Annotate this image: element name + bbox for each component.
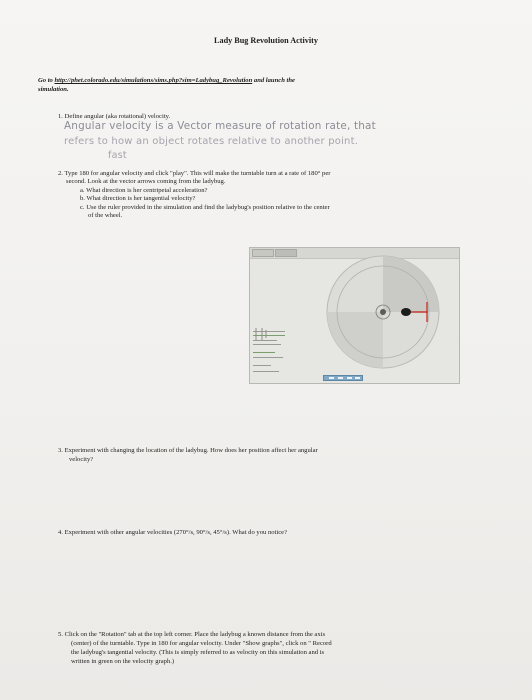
- intro-line2: simulation.: [38, 85, 69, 93]
- question-2c-cont: of the wheel.: [88, 212, 123, 219]
- question-2-line-1: 2. Type 180 for angular velocity and click "play". This will make the turntable turn at a rate of 180° per: [58, 170, 331, 177]
- page-title: Lady Bug Revolution Activity: [214, 36, 318, 45]
- handwritten-answer-line-3: fast: [108, 150, 127, 161]
- intro-go-to: Go to: [38, 77, 55, 84]
- question-4: 4. Experiment with other angular velocities (270°/s, 90°/s, 45°/s). What do you notice?: [58, 529, 287, 536]
- question-2a: a. What direction is her centripetal acceleration?: [80, 187, 208, 194]
- intro-instructions: [38, 77, 418, 94]
- question-2c: c. Use the ruler provided in the simulation and find the ladybug's position relative to the center: [80, 204, 330, 211]
- question-5-line-4: written in green on the velocity graph.): [71, 658, 175, 665]
- sim-playback-bar: [323, 375, 363, 381]
- question-5-line-3: the ladybug's tangential velocity. (This is simply referred to as velocity on this simulation and is: [71, 649, 325, 656]
- question-3-line-1: 3. Experiment with changing the location of the ladybug. How does her position affect her angular: [58, 447, 318, 454]
- turntable-center: [380, 309, 386, 315]
- question-2-line-2: second. Look at the vector arrows coming from the ladybug.: [66, 178, 226, 185]
- question-5-line-1: 5. Click on the "Rotation" tab at the top left corner. Place the ladybug a known distance from the axis: [58, 631, 326, 638]
- question-1: 1. Define angular (aka rotational) velocity.: [58, 113, 171, 120]
- question-3-line-2: velocity?: [69, 456, 94, 463]
- turntable-svg: [250, 248, 459, 383]
- simulation-link[interactable]: http://phet.colorado.edu/simulations/sims.php?sim=Ladybug_Revolution: [54, 77, 253, 84]
- question-5-line-2: (center) of the turntable. Type in 180 for angular velocity. Under "Show graphs", click on " Record: [71, 640, 332, 647]
- handwritten-answer-line-1: Angular velocity is a Vector measure of rotation rate, that: [64, 120, 376, 132]
- ladybug-icon: [401, 308, 411, 316]
- turntable-quadrant: [383, 256, 439, 312]
- handwritten-answer-line-2: refers to how an object rotates relative to another point.: [64, 136, 359, 147]
- simulation-screenshot: [249, 247, 460, 384]
- question-2b: b. What direction is her tangential velocity?: [80, 195, 196, 202]
- intro-line1-tail: and launch the: [252, 77, 295, 84]
